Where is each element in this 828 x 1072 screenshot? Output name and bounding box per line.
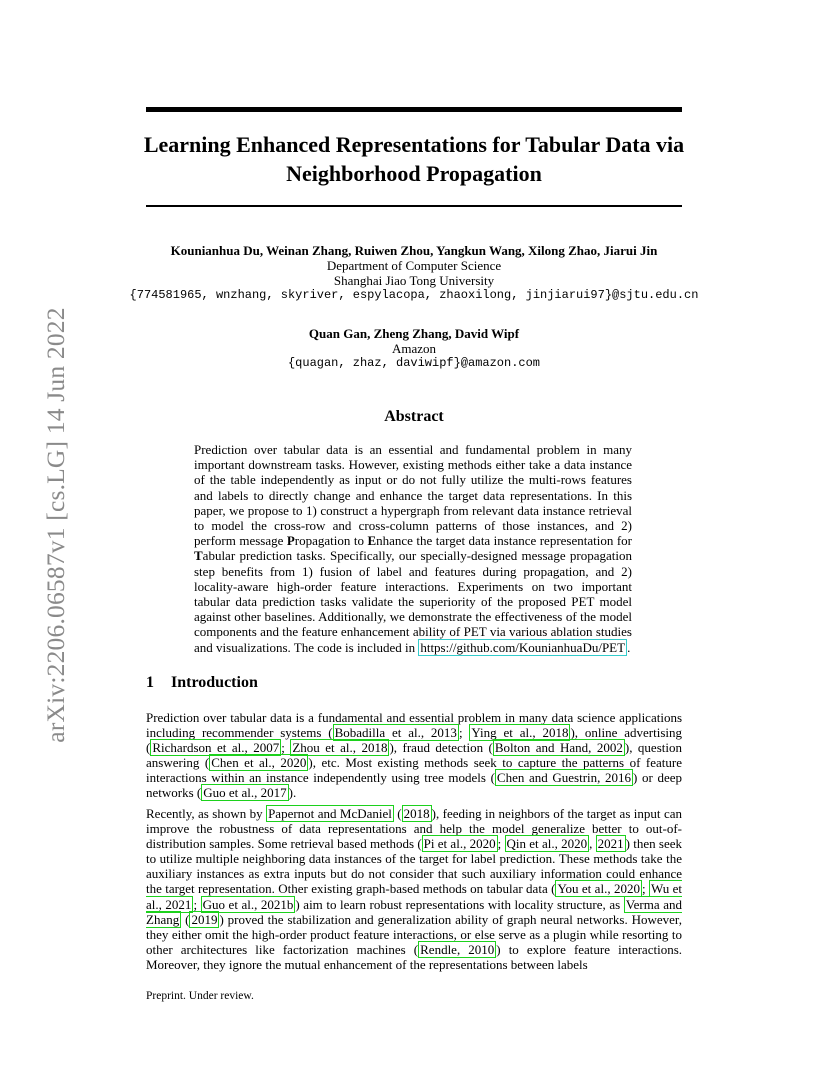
- citation-link[interactable]: Guo et al., 2021b: [202, 896, 294, 912]
- author-names: Quan Gan, Zheng Zhang, David Wipf: [308, 326, 520, 341]
- arxiv-stamp: arXiv:2206.06587v1 [cs.LG] 14 Jun 2022: [41, 307, 70, 743]
- citation-link[interactable]: Chen et al., 2020: [211, 755, 307, 771]
- citation-link[interactable]: You et al., 2020: [557, 881, 640, 897]
- citation-link[interactable]: Rendle, 2010: [420, 941, 495, 957]
- abstract-heading: Abstract: [384, 408, 444, 425]
- citation-link[interactable]: Wu et al., 2021: [146, 881, 683, 912]
- citation-link[interactable]: Bobadilla et al., 2013: [334, 725, 457, 741]
- intro-paragraph-1: Prediction over tabular data is a fundamental and essential problem in many data science applications including recommender systems ( Bobadilla et al., 2013 ; Ying et al., 2018 ), online advertising ( Richardson et al., 2007 ; Zhou et al., 2018 ), fraud detection ( Bolton and Hand, 2002 ), question answering ( Chen et al., 2020 ), etc. Most existing methods seek to capture the patterns of feature interactions within an instance independently using tree models ( Chen and Guestrin, 2016 ) or deep networks ( Guo et al., 2017 ).: [146, 710, 682, 801]
- citation-link[interactable]: 2019: [191, 911, 218, 927]
- citation-link[interactable]: Zhou et al., 2018: [292, 740, 388, 756]
- title-rule-bottom: [146, 205, 682, 207]
- citation-link[interactable]: Pi et al., 2020: [423, 836, 496, 852]
- author-email: {quagan, zhaz, daviwipf}@amazon.com: [287, 356, 541, 370]
- citation-link[interactable]: Bolton and Hand, 2002: [494, 740, 623, 756]
- footer-note: Preprint. Under review.: [146, 990, 254, 1002]
- abstract-text: Prediction over tabular data is an essential and fundamental problem in many important downstream tasks. However, existing methods either take a data instance of the table independently as input or do not fully utilize the multi-rows features and labels to directly change and enhance the target data representations. In this paper, we propose to 1) construct a hypergraph from relevant data instance retrieval to model the cross-row and cross-column patterns of those instances, and 2) perform message Propagation to Enhance the target data instance representation for Tabular prediction tasks. Specifically, our specially-designed message propagation step benefits from 1) fusion of label and features during propagation, and 2) locality-aware high-order feature interactions. Experiments on two important tabular data prediction tasks validate the superiority of the proposed PET model against other baselines. Additionally, we demonstrate the effectiveness of the model components and the feature enhancement ability of PET via various ablation studies and visualizations. The code is included in https://github.com/KounianhuaDu/PET .: [194, 442, 632, 655]
- citation-link[interactable]: Guo et al., 2017: [203, 785, 287, 801]
- citation-link[interactable]: 2018: [403, 806, 430, 821]
- author-department: Department of Computer Science: [326, 258, 502, 273]
- citation-link[interactable]: Verma and Zhang: [146, 896, 682, 927]
- author-email: {774581965, wnzhang, skyriver, espylacopa, zhaoxilong, jinjiarui97}@sjtu.edu.cn: [129, 288, 699, 302]
- author-affiliation: Shanghai Jiao Tong University: [333, 273, 495, 288]
- citation-link[interactable]: Chen and Guestrin, 2016: [496, 770, 632, 786]
- intro-paragraph-2: Recently, as shown by Papernot and McDaniel ( 2018 ), feeding in neighbors of the target as input can improve the robustness of data representations and help the model generalize better to out-of-distribution samples. Some retrieval based methods ( Pi et al., 2020 ; Qin et al., 2020 , 2021 ) then seek to utilize multiple neighboring data instances of the target for label prediction. These methods take the auxiliary instances as extra inputs but do not consider that such auxiliary information could enhance the target representation. Other existing graph-based methods on tabular data ( You et al., 2020 ; Wu et al., 2021 ; Guo et al., 2021b ) aim to learn robust representations with locality structure, as Verma and Zhang ( 2019 ) proved the stabilization and generalization ability of graph neural networks. However, they either omit the high-order product feature interactions, or else serve as a plugin while resorting to other architectures like factorization machines ( Rendle, 2010 ) to explore feature interactions. Moreover, they ignore the mutual enhancement of the representations between labels: [146, 806, 683, 972]
- citation-link[interactable]: Richardson et al., 2007: [152, 740, 280, 756]
- section-title: Introduction: [171, 674, 258, 691]
- citation-link[interactable]: 2021: [597, 836, 624, 852]
- author-block-sjtu: [120, 243, 708, 303]
- citation-link[interactable]: Ying et al., 2018: [471, 725, 569, 741]
- citation-link[interactable]: Qin et al., 2020: [506, 836, 588, 852]
- section-number: 1: [146, 674, 154, 691]
- author-block-amazon: [120, 326, 708, 371]
- title-rule-top: [146, 107, 682, 112]
- code-url-link[interactable]: https://github.com/KounianhuaDu/PET: [420, 639, 626, 655]
- author-affiliation: Amazon: [391, 341, 437, 356]
- section-heading-introduction: [146, 674, 258, 692]
- citation-link[interactable]: Papernot and McDaniel: [268, 806, 392, 821]
- author-names: Kounianhua Du, Weinan Zhang, Ruiwen Zhou, Yangkun Wang, Xilong Zhao, Jiarui Jin: [170, 243, 658, 258]
- paper-title: Learning Enhanced Representations for Tabular Data via Neighborhood Propagation: [143, 132, 685, 186]
